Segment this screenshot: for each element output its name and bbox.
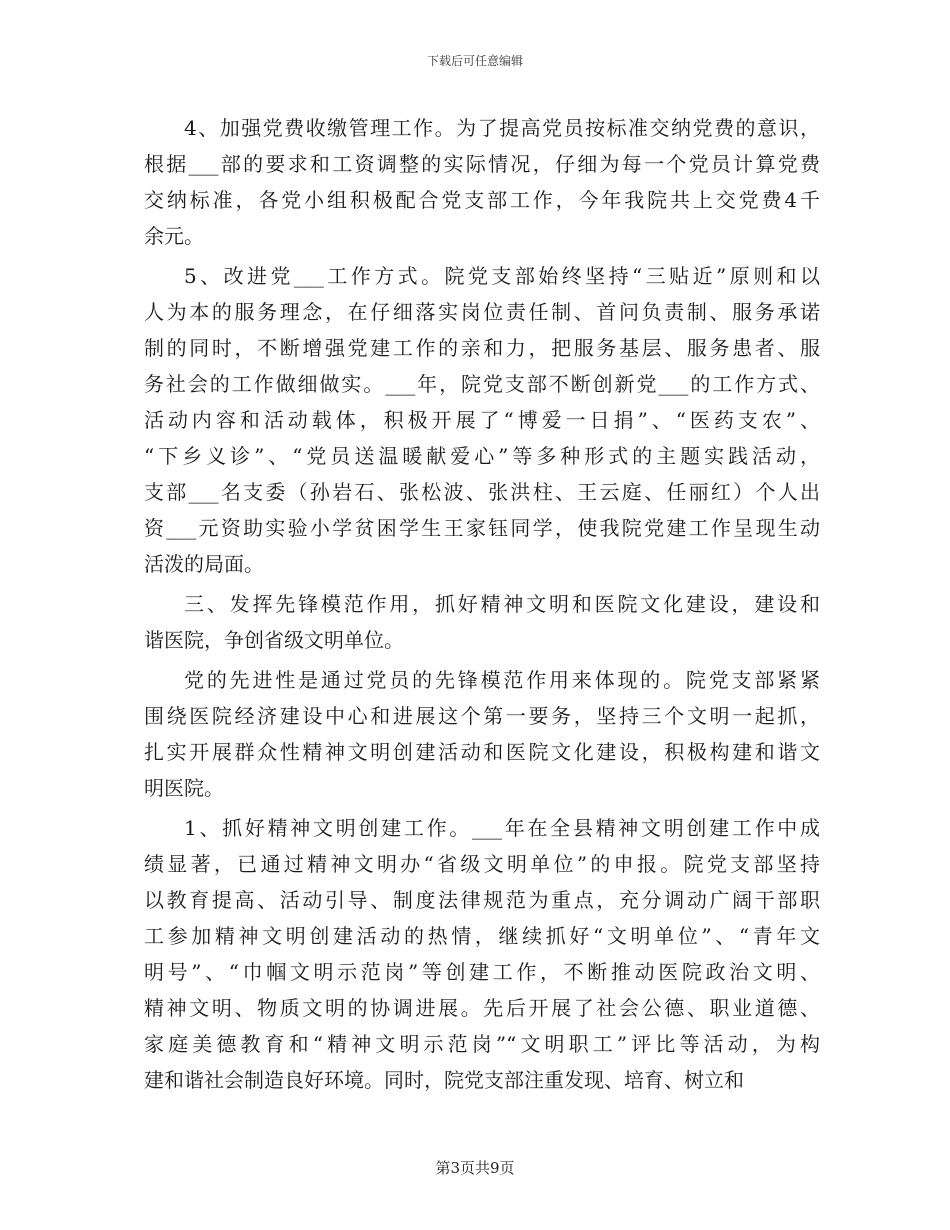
text-line: 围绕医院经济建设中心和进展这个第一要务，坚持三个文明一起抓， [144,704,820,728]
text-line: 务社会的工作做细做实。___年，院党支部不断创新党___的工作方式、 [144,372,820,396]
text-line: 1、抓好精神文明创建工作。___年在全县精神文明创建工作中成 [184,816,820,840]
text-line: 资___元资助实验小学贫困学生王家钰同学，使我院党建工作呈现生动 [144,516,820,540]
text-line: 余元。 [144,224,204,248]
text-line: 5、改进党___工作方式。院党支部始终坚持“三贴近”原则和以 [184,264,820,288]
text-line: 根据___部的要求和工资调整的实际情况，仔细为每一个党员计算党费 [144,152,820,176]
document-body [144,110,820,1098]
text-line: 人为本的服务理念，在仔细落实岗位责任制、首问负责制、服务承诺 [144,300,820,324]
text-line: 活动内容和活动载体，积极开展了“博爱一日捐”、“医药支农”、 [144,408,820,432]
text-line: 党的先进性是通过党员的先锋模范作用来体现的。院党支部紧紧 [184,668,820,692]
text-line: 绩显著，已通过精神文明办“省级文明单位”的申报。院党支部坚持 [144,852,820,876]
page-header: 下载后可任意编辑 [426,54,523,68]
text-line: 交纳标准，各党小组积极配合党支部工作，今年我院共上交党费4千 [144,188,820,212]
paragraph [144,258,820,582]
text-line: 4、加强党费收缴管理工作。为了提高党员按标准交纳党费的意识， [184,116,820,140]
text-line: 家庭美德教育和“精神文明示范岗”“文明职工”评比等活动，为构 [144,1032,820,1056]
text-line: 精神文明、物质文明的协调进展。先后开展了社会公德、职业道德、 [144,996,820,1020]
text-line: 以教育提高、活动引导、制度法律规范为重点，充分调动广阔干部职 [144,888,820,912]
paragraph [144,586,820,658]
page-footer: 第3页共9页 [435,1159,515,1177]
text-line: 支部___名支委（孙岩石、张松波、张洪柱、王云庭、任丽红）个人出 [144,480,820,504]
text-line: 活泼的局面。 [144,552,264,576]
paragraph [144,662,820,806]
text-line: 谐医院，争创省级文明单位。 [144,628,404,652]
paragraph [144,810,820,1098]
text-line: 明医院。 [144,776,224,800]
text-line: 制的同时，不断增强党建工作的亲和力，把服务基层、服务患者、服 [144,336,820,360]
text-line: 明号”、“巾帼文明示范岗”等创建工作，不断推动医院政治文明、 [144,960,820,984]
text-line: 扎实开展群众性精神文明创建活动和医院文化建设，积极构建和谐文 [144,740,820,764]
text-line: “下乡义诊”、“党员送温暖献爱心”等多种形式的主题实践活动， [144,444,820,468]
text-line: 建和谐社会制造良好环境。同时，院党支部注重发现、培育、树立和 [144,1068,744,1092]
text-line: 三、发挥先锋模范作用，抓好精神文明和医院文化建设，建设和 [184,592,820,616]
paragraph [144,110,820,254]
text-line: 工参加精神文明创建活动的热情，继续抓好“文明单位”、“青年文 [144,924,820,948]
